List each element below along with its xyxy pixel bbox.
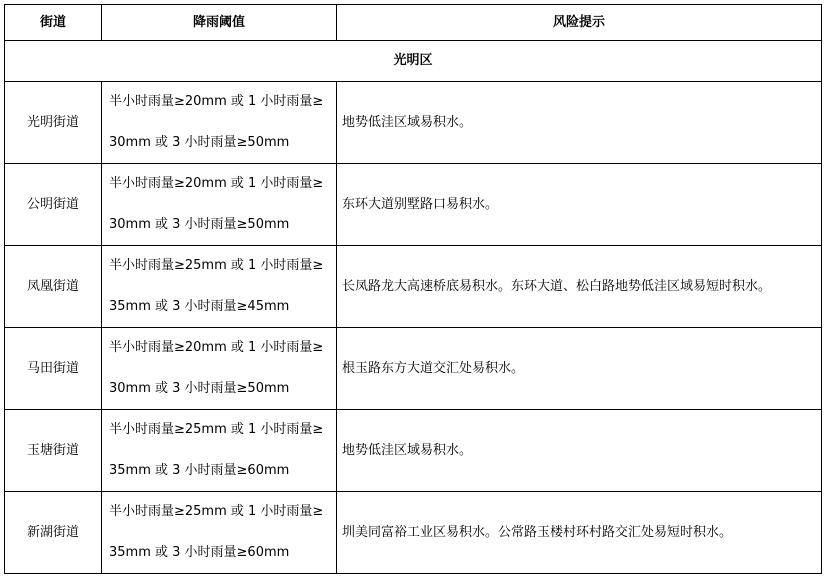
threshold-line-1: 半小时雨量≥25mm 或 1 小时雨量≥	[109, 504, 324, 519]
table-row	[5, 410, 822, 492]
street-cell: 玉塘街道	[5, 410, 102, 492]
street-cell: 凤凰街道	[5, 246, 102, 328]
threshold-line-1: 半小时雨量≥25mm 或 1 小时雨量≥	[109, 422, 324, 437]
risk-cell: 长凤路龙大高速桥底易积水。东环大道、松白路地势低洼区域易短时积水。	[337, 246, 822, 328]
risk-cell: 圳美同富裕工业区易积水。公常路玉楼村环村路交汇处易短时积水。	[337, 492, 822, 574]
header-street: 街道	[5, 5, 102, 41]
table-row	[5, 328, 822, 410]
table-row	[5, 82, 822, 164]
threshold-cell	[102, 164, 337, 246]
risk-cell: 东环大道别墅路口易积水。	[337, 164, 822, 246]
threshold-line-2: 30mm 或 3 小时雨量≥50mm	[109, 217, 290, 232]
threshold-line-2: 35mm 或 3 小时雨量≥60mm	[109, 463, 290, 478]
street-cell: 马田街道	[5, 328, 102, 410]
threshold-line-2: 30mm 或 3 小时雨量≥50mm	[109, 381, 290, 396]
threshold-cell	[102, 246, 337, 328]
threshold-line-1: 半小时雨量≥25mm 或 1 小时雨量≥	[109, 258, 324, 273]
threshold-cell	[102, 492, 337, 574]
district-row	[5, 41, 822, 82]
risk-cell: 地势低洼区域易积水。	[337, 82, 822, 164]
table-row	[5, 246, 822, 328]
street-cell: 光明街道	[5, 82, 102, 164]
threshold-cell	[102, 410, 337, 492]
threshold-cell	[102, 82, 337, 164]
threshold-line-2: 35mm 或 3 小时雨量≥60mm	[109, 545, 290, 560]
rainfall-risk-table	[4, 4, 822, 574]
risk-cell: 根玉路东方大道交汇处易积水。	[337, 328, 822, 410]
threshold-line-1: 半小时雨量≥20mm 或 1 小时雨量≥	[109, 176, 324, 191]
threshold-line-1: 半小时雨量≥20mm 或 1 小时雨量≥	[109, 94, 324, 109]
street-cell: 新湖街道	[5, 492, 102, 574]
table-row	[5, 164, 822, 246]
risk-cell: 地势低洼区域易积水。	[337, 410, 822, 492]
header-threshold: 降雨阈值	[102, 5, 337, 41]
table-header-row	[5, 5, 822, 41]
district-name: 光明区	[5, 41, 822, 82]
header-risk: 风险提示	[337, 5, 822, 41]
table-row	[5, 492, 822, 574]
threshold-line-2: 30mm 或 3 小时雨量≥50mm	[109, 135, 290, 150]
street-cell: 公明街道	[5, 164, 102, 246]
threshold-cell	[102, 328, 337, 410]
threshold-line-1: 半小时雨量≥20mm 或 1 小时雨量≥	[109, 340, 324, 355]
threshold-line-2: 35mm 或 3 小时雨量≥45mm	[109, 299, 290, 314]
